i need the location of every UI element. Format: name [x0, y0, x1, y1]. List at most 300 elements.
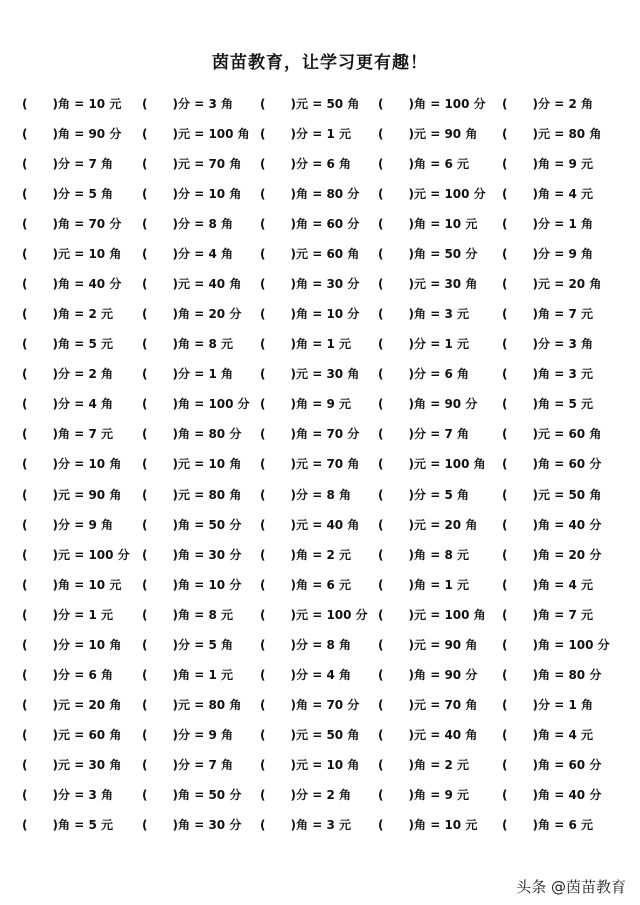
conversion-problem: [22, 125, 121, 142]
problem-text: 角 = 3 元: [538, 367, 593, 382]
page-title: 茵苗教育，让学习更有趣！: [212, 53, 428, 73]
problem-text: 角 = 8 元: [178, 337, 233, 352]
conversion-problem: [260, 636, 351, 653]
problem-row: [22, 479, 622, 509]
answer-blank: ( ): [502, 668, 539, 683]
conversion-problem: [22, 756, 121, 773]
answer-blank: ( ): [378, 307, 415, 322]
problem-row: [22, 810, 622, 840]
problem-text: 元 = 30 角: [296, 367, 360, 382]
answer-blank: ( ): [378, 637, 415, 652]
problem-text: 元 = 90 角: [58, 487, 122, 502]
conversion-problem: [22, 636, 121, 653]
answer-blank: ( ): [142, 186, 179, 201]
answer-blank: ( ): [502, 788, 539, 803]
problem-text: 元 = 100 角: [414, 457, 486, 472]
answer-blank: ( ): [142, 607, 179, 622]
conversion-problem: [260, 275, 359, 292]
problem-text: 分 = 6 角: [58, 668, 113, 683]
answer-blank: ( ): [378, 547, 415, 562]
conversion-problem: [260, 726, 359, 743]
conversion-problem: [142, 305, 241, 322]
problem-text: 分 = 3 角: [538, 337, 593, 352]
problem-text: 分 = 9 角: [538, 246, 593, 261]
conversion-problem: [22, 245, 121, 262]
answer-blank: ( ): [502, 307, 539, 322]
problem-text: 分 = 2 角: [58, 367, 113, 382]
answer-blank: ( ): [260, 517, 297, 532]
answer-blank: ( ): [22, 637, 59, 652]
conversion-problem: [378, 155, 469, 172]
answer-blank: ( ): [142, 96, 179, 111]
conversion-problem: [142, 425, 241, 442]
conversion-problem: [378, 576, 469, 593]
answer-blank: ( ): [142, 427, 179, 442]
problem-row: [22, 359, 622, 389]
conversion-problem: [22, 365, 113, 382]
answer-blank: ( ): [142, 758, 179, 773]
conversion-problem: [142, 125, 250, 142]
conversion-problem: [260, 425, 359, 442]
problem-text: 角 = 7 元: [58, 427, 113, 442]
answer-blank: ( ): [22, 216, 59, 231]
answer-blank: ( ): [502, 547, 539, 562]
problem-row: [22, 118, 622, 148]
answer-blank: ( ): [260, 547, 297, 562]
conversion-problem: [378, 125, 477, 142]
conversion-problem: [378, 425, 469, 442]
conversion-problem: [22, 576, 121, 593]
problem-text: 角 = 60 分: [538, 758, 602, 773]
problem-text: 角 = 5 元: [538, 397, 593, 412]
answer-blank: ( ): [260, 698, 297, 713]
answer-blank: ( ): [502, 728, 539, 743]
problem-text: 角 = 3 元: [414, 307, 469, 322]
problem-text: 分 = 6 角: [296, 156, 351, 171]
problem-row: [22, 629, 622, 659]
answer-blank: ( ): [378, 818, 415, 833]
answer-blank: ( ): [378, 607, 415, 622]
answer-blank: ( ): [22, 397, 59, 412]
problem-text: 分 = 5 角: [178, 637, 233, 652]
answer-blank: ( ): [22, 186, 59, 201]
answer-blank: ( ): [22, 96, 59, 111]
answer-blank: ( ): [502, 246, 539, 261]
problem-text: 角 = 10 元: [414, 216, 478, 231]
problem-text: 角 = 60 分: [538, 457, 602, 472]
conversion-problem: [502, 395, 593, 412]
problem-text: 角 = 9 元: [538, 156, 593, 171]
answer-blank: ( ): [260, 397, 297, 412]
problem-text: 元 = 100 角: [414, 607, 486, 622]
problem-text: 角 = 1 元: [178, 668, 233, 683]
problem-text: 分 = 8 角: [296, 637, 351, 652]
problem-text: 分 = 2 角: [296, 788, 351, 803]
conversion-problem: [142, 185, 241, 202]
conversion-problem: [22, 215, 121, 232]
conversion-problem: [142, 275, 241, 292]
answer-blank: ( ): [142, 397, 179, 412]
conversion-problem: [502, 245, 593, 262]
problem-text: 元 = 100 角: [178, 126, 250, 141]
problem-text: 角 = 10 分: [296, 307, 360, 322]
answer-blank: ( ): [142, 818, 179, 833]
problem-text: 元 = 10 角: [178, 457, 242, 472]
answer-blank: ( ): [260, 307, 297, 322]
answer-blank: ( ): [22, 367, 59, 382]
answer-blank: ( ): [260, 126, 297, 141]
conversion-problem: [142, 335, 233, 352]
problem-row: [22, 238, 622, 268]
answer-blank: ( ): [502, 637, 539, 652]
problem-text: 分 = 8 角: [296, 487, 351, 502]
answer-blank: ( ): [22, 547, 59, 562]
problem-text: 分 = 8 角: [178, 216, 233, 231]
problem-text: 角 = 20 分: [538, 547, 602, 562]
answer-blank: ( ): [260, 577, 297, 592]
problem-text: 角 = 1 元: [296, 337, 351, 352]
problem-text: 角 = 40 分: [58, 277, 122, 291]
answer-blank: ( ): [142, 367, 179, 382]
conversion-problem: [378, 245, 477, 262]
conversion-problem: [142, 666, 233, 683]
problem-text: 角 = 20 分: [178, 307, 242, 322]
conversion-problem: [378, 365, 469, 382]
problem-text: 元 = 60 角: [296, 246, 360, 261]
problem-text: 角 = 90 分: [58, 126, 122, 141]
problem-text: 角 = 4 元: [538, 577, 593, 592]
problem-text: 分 = 4 角: [58, 397, 113, 412]
answer-blank: ( ): [22, 487, 59, 502]
problem-text: 元 = 100 分: [414, 186, 486, 201]
problem-row: [22, 389, 622, 419]
problem-text: 角 = 9 元: [296, 397, 351, 412]
problem-text: 角 = 100 分: [178, 397, 250, 412]
conversion-problem: [22, 516, 113, 533]
problem-text: 分 = 5 角: [414, 487, 469, 502]
conversion-problem: [378, 455, 486, 472]
conversion-problem: [502, 185, 593, 202]
problem-text: 角 = 70 分: [296, 698, 360, 713]
answer-blank: ( ): [502, 607, 539, 622]
conversion-problem: [142, 816, 241, 833]
answer-blank: ( ): [378, 668, 415, 683]
problem-text: 分 = 5 角: [58, 186, 113, 201]
problem-text: 角 = 60 分: [296, 216, 360, 231]
conversion-problem: [260, 516, 359, 533]
conversion-problem: [142, 486, 241, 503]
conversion-problem: [378, 215, 477, 232]
answer-blank: ( ): [142, 457, 179, 472]
conversion-problem: [142, 756, 233, 773]
problem-text: 分 = 4 角: [296, 668, 351, 683]
problem-text: 分 = 1 元: [414, 337, 469, 352]
answer-blank: ( ): [22, 668, 59, 683]
answer-blank: ( ): [502, 758, 539, 773]
answer-blank: ( ): [378, 698, 415, 713]
answer-blank: ( ): [22, 728, 59, 743]
conversion-problem: [378, 275, 477, 292]
answer-blank: ( ): [502, 186, 539, 201]
answer-blank: ( ): [502, 577, 539, 592]
conversion-problem: [502, 516, 601, 533]
conversion-problem: [260, 455, 359, 472]
answer-blank: ( ): [260, 216, 297, 231]
problem-text: 角 = 50 分: [414, 246, 478, 261]
problem-text: 角 = 80 分: [178, 427, 242, 442]
problem-row: [22, 690, 622, 720]
problem-text: 分 = 3 角: [178, 96, 233, 111]
conversion-problem: [502, 215, 593, 232]
answer-blank: ( ): [22, 788, 59, 803]
problem-text: 角 = 100 分: [414, 96, 486, 111]
problem-text: 分 = 9 角: [58, 517, 113, 532]
answer-blank: ( ): [502, 96, 539, 111]
answer-blank: ( ): [142, 517, 179, 532]
answer-blank: ( ): [260, 246, 297, 261]
problem-text: 分 = 7 角: [414, 427, 469, 442]
conversion-problem: [22, 606, 113, 623]
conversion-problem: [378, 395, 477, 412]
conversion-problem: [260, 666, 351, 683]
conversion-problem: [260, 756, 359, 773]
answer-blank: ( ): [142, 637, 179, 652]
answer-blank: ( ): [142, 788, 179, 803]
answer-blank: ( ): [502, 818, 539, 833]
conversion-problem: [142, 395, 250, 412]
problem-text: 角 = 10 元: [414, 818, 478, 833]
answer-blank: ( ): [378, 126, 415, 141]
conversion-problem: [142, 606, 233, 623]
problem-text: 角 = 2 元: [414, 758, 469, 773]
problem-text: 角 = 6 元: [296, 577, 351, 592]
conversion-problem: [378, 786, 469, 803]
answer-blank: ( ): [142, 547, 179, 562]
conversion-problem: [502, 425, 601, 442]
answer-blank: ( ): [502, 457, 539, 472]
problem-text: 角 = 4 元: [538, 186, 593, 201]
problem-text: 元 = 10 角: [296, 758, 360, 773]
problem-text: 角 = 10 元: [58, 577, 122, 592]
answer-blank: ( ): [142, 126, 179, 141]
problem-text: 分 = 10 角: [178, 186, 242, 201]
answer-blank: ( ): [22, 246, 59, 261]
answer-blank: ( ): [142, 307, 179, 322]
answer-blank: ( ): [260, 277, 297, 291]
answer-blank: ( ): [260, 337, 297, 352]
problem-text: 角 = 7 元: [538, 607, 593, 622]
problem-text: 分 = 4 角: [178, 246, 233, 261]
watermark: 头条 @茵苗教育: [516, 878, 626, 896]
problem-text: 元 = 80 角: [538, 126, 602, 141]
problem-text: 元 = 70 角: [296, 457, 360, 472]
problem-text: 角 = 7 元: [538, 307, 593, 322]
answer-blank: ( ): [260, 186, 297, 201]
answer-blank: ( ): [502, 397, 539, 412]
conversion-problem: [502, 455, 601, 472]
conversion-problem: [142, 786, 241, 803]
conversion-problem: [260, 185, 359, 202]
problem-text: 分 = 1 角: [178, 367, 233, 382]
conversion-problem: [22, 726, 121, 743]
problem-text: 元 = 20 角: [58, 698, 122, 713]
conversion-problem: [260, 786, 351, 803]
answer-blank: ( ): [22, 126, 59, 141]
conversion-problem: [260, 245, 359, 262]
conversion-problem: [378, 756, 469, 773]
answer-blank: ( ): [378, 96, 415, 111]
problem-row: [22, 780, 622, 810]
answer-blank: ( ): [378, 427, 415, 442]
conversion-problem: [502, 546, 601, 563]
conversion-problem: [22, 275, 121, 292]
answer-blank: ( ): [142, 337, 179, 352]
problem-row: [22, 208, 622, 238]
conversion-problem: [142, 726, 233, 743]
answer-blank: ( ): [22, 156, 59, 171]
conversion-problem: [502, 636, 610, 653]
answer-blank: ( ): [502, 367, 539, 382]
answer-blank: ( ): [142, 668, 179, 683]
problem-text: 分 = 6 角: [414, 367, 469, 382]
conversion-problem: [378, 636, 477, 653]
problem-text: 角 = 30 分: [296, 277, 360, 291]
answer-blank: ( ): [142, 156, 179, 171]
problem-text: 角 = 90 分: [414, 397, 478, 412]
conversion-problem: [502, 155, 593, 172]
answer-blank: ( ): [378, 728, 415, 743]
answer-blank: ( ): [378, 517, 415, 532]
problem-text: 角 = 50 分: [178, 788, 242, 803]
answer-blank: ( ): [142, 246, 179, 261]
answer-blank: ( ): [378, 758, 415, 773]
problem-text: 分 = 7 角: [178, 758, 233, 773]
problem-text: 角 = 8 元: [178, 607, 233, 622]
conversion-problem: [502, 486, 601, 503]
problem-text: 角 = 70 分: [296, 427, 360, 442]
answer-blank: ( ): [378, 577, 415, 592]
answer-blank: ( ): [142, 698, 179, 713]
problem-text: 角 = 80 分: [296, 186, 360, 201]
conversion-problem: [142, 636, 233, 653]
problem-row: [22, 88, 622, 118]
conversion-problem: [378, 606, 486, 623]
answer-blank: ( ): [378, 788, 415, 803]
answer-blank: ( ): [22, 517, 59, 532]
problem-text: 角 = 3 元: [296, 818, 351, 833]
conversion-problem: [260, 395, 351, 412]
problem-text: 元 = 20 角: [538, 277, 602, 291]
conversion-problem: [378, 516, 477, 533]
answer-blank: ( ): [502, 517, 539, 532]
problem-text: 元 = 30 角: [58, 758, 122, 773]
conversion-problem: [22, 666, 113, 683]
conversion-problem: [502, 275, 601, 292]
conversion-problem: [502, 576, 593, 593]
problem-row: [22, 268, 622, 298]
answer-blank: ( ): [502, 156, 539, 171]
problem-row: [22, 419, 622, 449]
answer-blank: ( ): [502, 698, 539, 713]
answer-blank: ( ): [378, 156, 415, 171]
problem-row: [22, 750, 622, 780]
conversion-problem: [502, 125, 601, 142]
conversion-problem: [502, 816, 593, 833]
conversion-problem: [22, 455, 121, 472]
conversion-problem: [378, 546, 469, 563]
conversion-problem: [142, 215, 233, 232]
conversion-problem: [502, 95, 593, 112]
problem-row: [22, 659, 622, 689]
conversion-problem: [142, 95, 233, 112]
conversion-problem: [22, 486, 121, 503]
answer-blank: ( ): [502, 487, 539, 502]
problem-text: 元 = 40 角: [296, 517, 360, 532]
conversion-problem: [22, 546, 130, 563]
problem-text: 角 = 6 元: [414, 156, 469, 171]
problem-text: 角 = 4 元: [538, 728, 593, 743]
answer-blank: ( ): [378, 216, 415, 231]
conversion-problem: [502, 786, 601, 803]
conversion-problem: [22, 816, 113, 833]
conversion-problem: [502, 696, 593, 713]
answer-blank: ( ): [22, 758, 59, 773]
answer-blank: ( ): [22, 337, 59, 352]
answer-blank: ( ): [260, 156, 297, 171]
answer-blank: ( ): [142, 728, 179, 743]
answer-blank: ( ): [502, 427, 539, 442]
answer-blank: ( ): [502, 337, 539, 352]
problem-text: 角 = 40 分: [538, 788, 602, 803]
answer-blank: ( ): [22, 818, 59, 833]
conversion-problem: [142, 245, 233, 262]
conversion-problem: [260, 305, 359, 322]
conversion-problem: [260, 486, 351, 503]
answer-blank: ( ): [260, 457, 297, 472]
answer-blank: ( ): [502, 126, 539, 141]
answer-blank: ( ): [22, 277, 59, 291]
conversion-problem: [260, 155, 351, 172]
problem-text: 元 = 20 角: [414, 517, 478, 532]
conversion-problem: [378, 95, 486, 112]
conversion-problem: [142, 576, 241, 593]
answer-blank: ( ): [502, 277, 539, 291]
conversion-problem: [260, 696, 359, 713]
answer-blank: ( ): [260, 607, 297, 622]
problem-text: 元 = 100 分: [296, 607, 368, 622]
conversion-problem: [260, 606, 368, 623]
conversion-problem: [142, 155, 241, 172]
conversion-problem: [378, 666, 477, 683]
problem-text: 元 = 70 角: [178, 156, 242, 171]
answer-blank: ( ): [260, 367, 297, 382]
conversion-problem: [22, 786, 113, 803]
conversion-problem: [142, 696, 241, 713]
problem-text: 角 = 2 元: [58, 307, 113, 322]
problem-text: 分 = 1 角: [538, 698, 593, 713]
problem-grid: [22, 88, 622, 840]
problem-text: 角 = 90 分: [414, 668, 478, 683]
answer-blank: ( ): [142, 216, 179, 231]
answer-blank: ( ): [142, 277, 179, 291]
problem-text: 分 = 10 角: [58, 637, 122, 652]
conversion-problem: [378, 486, 469, 503]
problem-text: 分 = 10 角: [58, 457, 122, 472]
problem-text: 元 = 60 角: [538, 427, 602, 442]
problem-text: 分 = 3 角: [58, 788, 113, 803]
problem-row: [22, 148, 622, 178]
answer-blank: ( ): [142, 577, 179, 592]
